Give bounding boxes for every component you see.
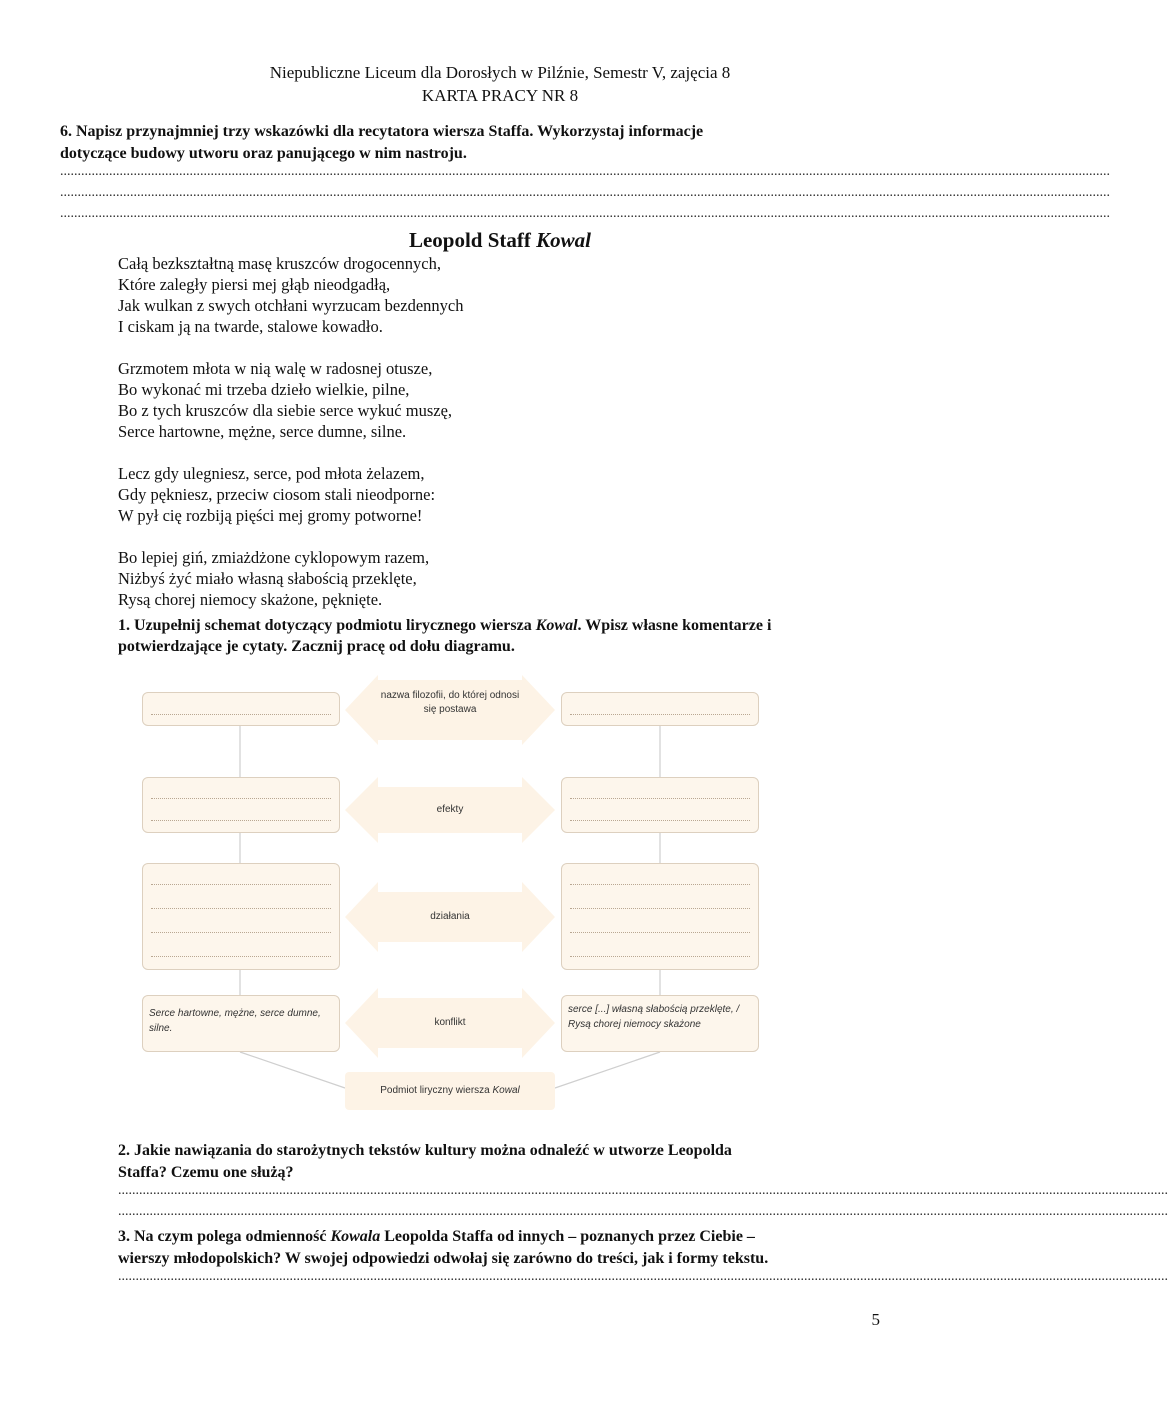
answer-line[interactable]: ............................................................................................................................................................................................................................................................................................................	[118, 1183, 1168, 1198]
dotted-line	[570, 908, 750, 909]
dotted-line	[151, 932, 331, 933]
poem-line: Jak wulkan z swych otchłani wyrzucam bezdennych	[118, 296, 464, 315]
question-1-line-1	[118, 615, 771, 636]
q3-text-italic: Kowala	[330, 1228, 381, 1245]
arrow-label-actions: działania	[430, 911, 470, 922]
poem-line: Bo z tych kruszców dla siebie serce wykuć muszę,	[118, 401, 453, 420]
question-2-line-2: Staffa? Czemu one służą?	[118, 1164, 294, 1181]
dotted-line	[151, 798, 331, 799]
left-box-actions[interactable]	[142, 863, 340, 970]
arrow-label-effects: efekty	[436, 804, 464, 815]
right-quote: serce [...] własną słabością przeklęte, / Rysą chorej niemocy skażone	[568, 1004, 740, 1030]
poem-line: Niżbyś żyć miało własną słabością przeklęte,	[118, 569, 417, 588]
poem-line: I ciskam ją na twarde, stalowe kowadło.	[118, 317, 383, 336]
dotted-line	[570, 956, 750, 957]
question-6-line-1: 6. Napisz przynajmniej trzy wskazówki dla recytatora wiersza Staffa. Wykorzystaj informacje	[60, 123, 704, 140]
question-3-line-2: wierszy młodopolskich? W swojej odpowiedzi odwołaj się zarówno do treści, jak i formy tekstu.	[118, 1250, 769, 1267]
dotted-line	[151, 956, 331, 957]
page-number: 5	[871, 1310, 880, 1329]
dotted-line	[570, 714, 750, 715]
answer-line[interactable]: ............................................................................................................................................................................................................................................................................................................	[118, 1204, 1168, 1219]
poem-line: Grzmotem młota w nią walę w radosnej otusze,	[118, 359, 433, 378]
answer-line[interactable]: ............................................................................................................................................................................................................................................................................................................	[60, 206, 1110, 221]
stanza	[118, 547, 463, 610]
poem-text	[118, 253, 463, 610]
q1-text-a: 1. Uzupełnij schemat dotyczący podmiotu lirycznego wiersza	[118, 617, 536, 634]
poem-line: Całą bezkształtną masę kruszców drogocennych,	[118, 254, 441, 273]
answer-line[interactable]: ............................................................................................................................................................................................................................................................................................................	[60, 164, 1110, 179]
stanza	[118, 253, 463, 337]
answer-line[interactable]: ............................................................................................................................................................................................................................................................................................................	[60, 185, 1110, 200]
arrow-label-conflict: konflikt	[434, 1017, 466, 1028]
left-box-conflict	[142, 995, 340, 1052]
left-box-philosophy[interactable]	[142, 692, 340, 726]
poem-line: Serce hartowne, mężne, serce dumne, silne.	[118, 422, 407, 441]
left-quote: Serce hartowne, mężne, serce dumne, silne.	[149, 1008, 321, 1034]
diagram	[130, 670, 770, 1115]
bottom-label-a: Podmiot liryczny wiersza	[380, 1085, 493, 1096]
poem-line: W pył cię rozbiją pięści mej gromy potworne!	[118, 506, 423, 525]
dotted-line	[151, 908, 331, 909]
dotted-line	[570, 932, 750, 933]
right-box-effects[interactable]	[561, 777, 759, 833]
poem-line: Które zaległy piersi mej głąb nieodgadłą,	[118, 275, 391, 294]
right-box-actions[interactable]	[561, 863, 759, 970]
bottom-label-italic: Kowal	[492, 1085, 520, 1096]
stanza	[118, 463, 463, 526]
question-2-line-1: 2. Jakie nawiązania do starożytnych tekstów kultury można odnaleźć w utworze Leopolda	[118, 1142, 732, 1159]
poem-line: Gdy pękniesz, przeciw ciosom stali nieodporne:	[118, 485, 436, 504]
poem-author: Leopold Staff	[408, 228, 531, 252]
poem-title-italic: Kowal	[536, 228, 592, 252]
lyrical-subject-box	[345, 1072, 555, 1110]
question-1-line-2: potwierdzające je cytaty. Zacznij pracę od dołu diagramu.	[118, 638, 515, 655]
arrow-label-philosophy: nazwa filozofii, do której odnosi się postawa	[380, 690, 520, 715]
dotted-line	[570, 820, 750, 821]
dotted-line	[151, 820, 331, 821]
left-box-effects[interactable]	[142, 777, 340, 833]
stanza	[118, 358, 463, 442]
header-line-2: KARTA PRACY NR 8	[421, 86, 579, 105]
right-box-conflict	[561, 995, 759, 1052]
q3-text-b: Leopolda Staffa od innych – poznanych przez Ciebie –	[380, 1228, 755, 1245]
question-6-line-2: dotyczące budowy utworu oraz panującego w nim nastroju.	[60, 145, 467, 162]
poem-line: Bo lepiej giń, zmiażdżone cyklopowym razem,	[118, 548, 430, 567]
poem-title	[0, 228, 1000, 253]
poem-line: Bo wykonać mi trzeba dzieło wielkie, pilne,	[118, 380, 410, 399]
q1-text-italic: Kowal	[535, 617, 578, 634]
q1-text-b: . Wpisz własne komentarze i	[577, 617, 772, 634]
lyrical-subject-label	[345, 1084, 555, 1098]
answer-line[interactable]: ............................................................................................................................................................................................................................................................................................................	[118, 1269, 1168, 1284]
dotted-line	[570, 798, 750, 799]
question-3-line-1	[118, 1226, 755, 1247]
poem-line: Rysą chorej niemocy skażone, pęknięte.	[118, 590, 383, 609]
dotted-line	[570, 884, 750, 885]
dotted-line	[151, 884, 331, 885]
right-box-philosophy[interactable]	[561, 692, 759, 726]
poem-line: Lecz gdy ulegniesz, serce, pod młota żelazem,	[118, 464, 425, 483]
header-line-1: Niepubliczne Liceum dla Dorosłych w Pilźnie, Semestr V, zajęcia 8	[269, 63, 731, 82]
dotted-line	[151, 714, 331, 715]
q3-text-a: 3. Na czym polega odmienność	[118, 1228, 331, 1245]
